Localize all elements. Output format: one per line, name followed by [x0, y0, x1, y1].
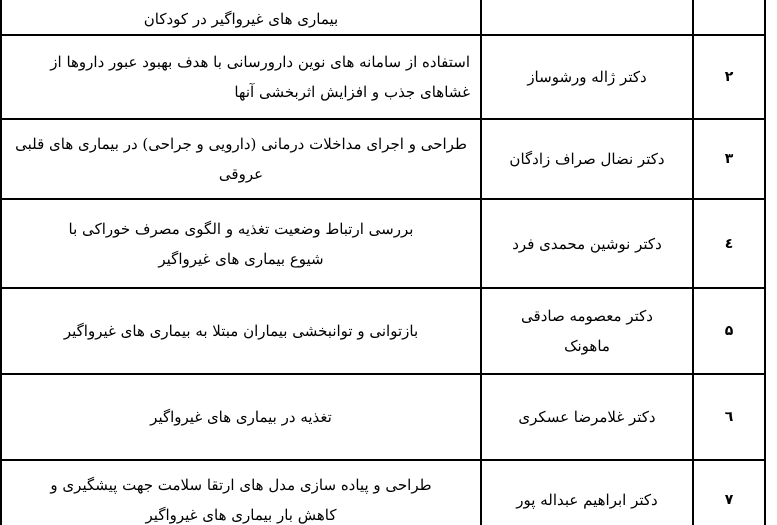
researcher-name: دکتر معصومه صادقی ماهونک	[481, 288, 693, 374]
researcher-name	[481, 0, 693, 35]
table-row	[1, 199, 765, 288]
research-title: استفاده از سامانه های نوین دارورسانی با هدف بهبود عبور داروها از غشاهای جذب و افزایش اثربخشی آنها	[1, 35, 481, 119]
researcher-name: دکتر نضال صراف زادگان	[481, 119, 693, 199]
table-row	[1, 288, 765, 374]
table-row	[1, 35, 765, 119]
row-number: ۳	[693, 119, 765, 199]
research-title: بازتوانی و توانبخشی بیماران مبتلا به بیماری های غیرواگیر	[1, 288, 481, 374]
table-row	[1, 374, 765, 460]
row-number: ٦	[693, 374, 765, 460]
researcher-name: دکتر نوشین محمدی فرد	[481, 199, 693, 288]
researcher-name: دکتر غلامرضا عسکری	[481, 374, 693, 460]
table-row	[1, 0, 765, 35]
table-row	[1, 460, 765, 525]
row-number: ۷	[693, 460, 765, 525]
research-title: بررسی ارتباط وضعیت تغذیه و الگوی مصرف خوراکی با شیوع بیماری های غیرواگیر	[1, 199, 481, 288]
row-number: ۲	[693, 35, 765, 119]
researcher-name: دکتر ابراهیم عبداله پور	[481, 460, 693, 525]
research-title: طراحی و اجرای مداخلات درمانی (دارویی و جراحی) در بیماری های قلبی عروقی	[1, 119, 481, 199]
research-title: تغذیه در بیماری های غیرواگیر	[1, 374, 481, 460]
research-title: طراحی و پیاده سازی مدل های ارتقا سلامت جهت پیشگیری و کاهش بار بیماری های غیرواگیر	[1, 460, 481, 525]
row-number	[693, 0, 765, 35]
research-title: بیماری های غیرواگیر در کودکان	[1, 0, 481, 35]
row-number: ۵	[693, 288, 765, 374]
researcher-name: دکتر ژاله ورشوساز	[481, 35, 693, 119]
table-row	[1, 119, 765, 199]
row-number: ٤	[693, 199, 765, 288]
